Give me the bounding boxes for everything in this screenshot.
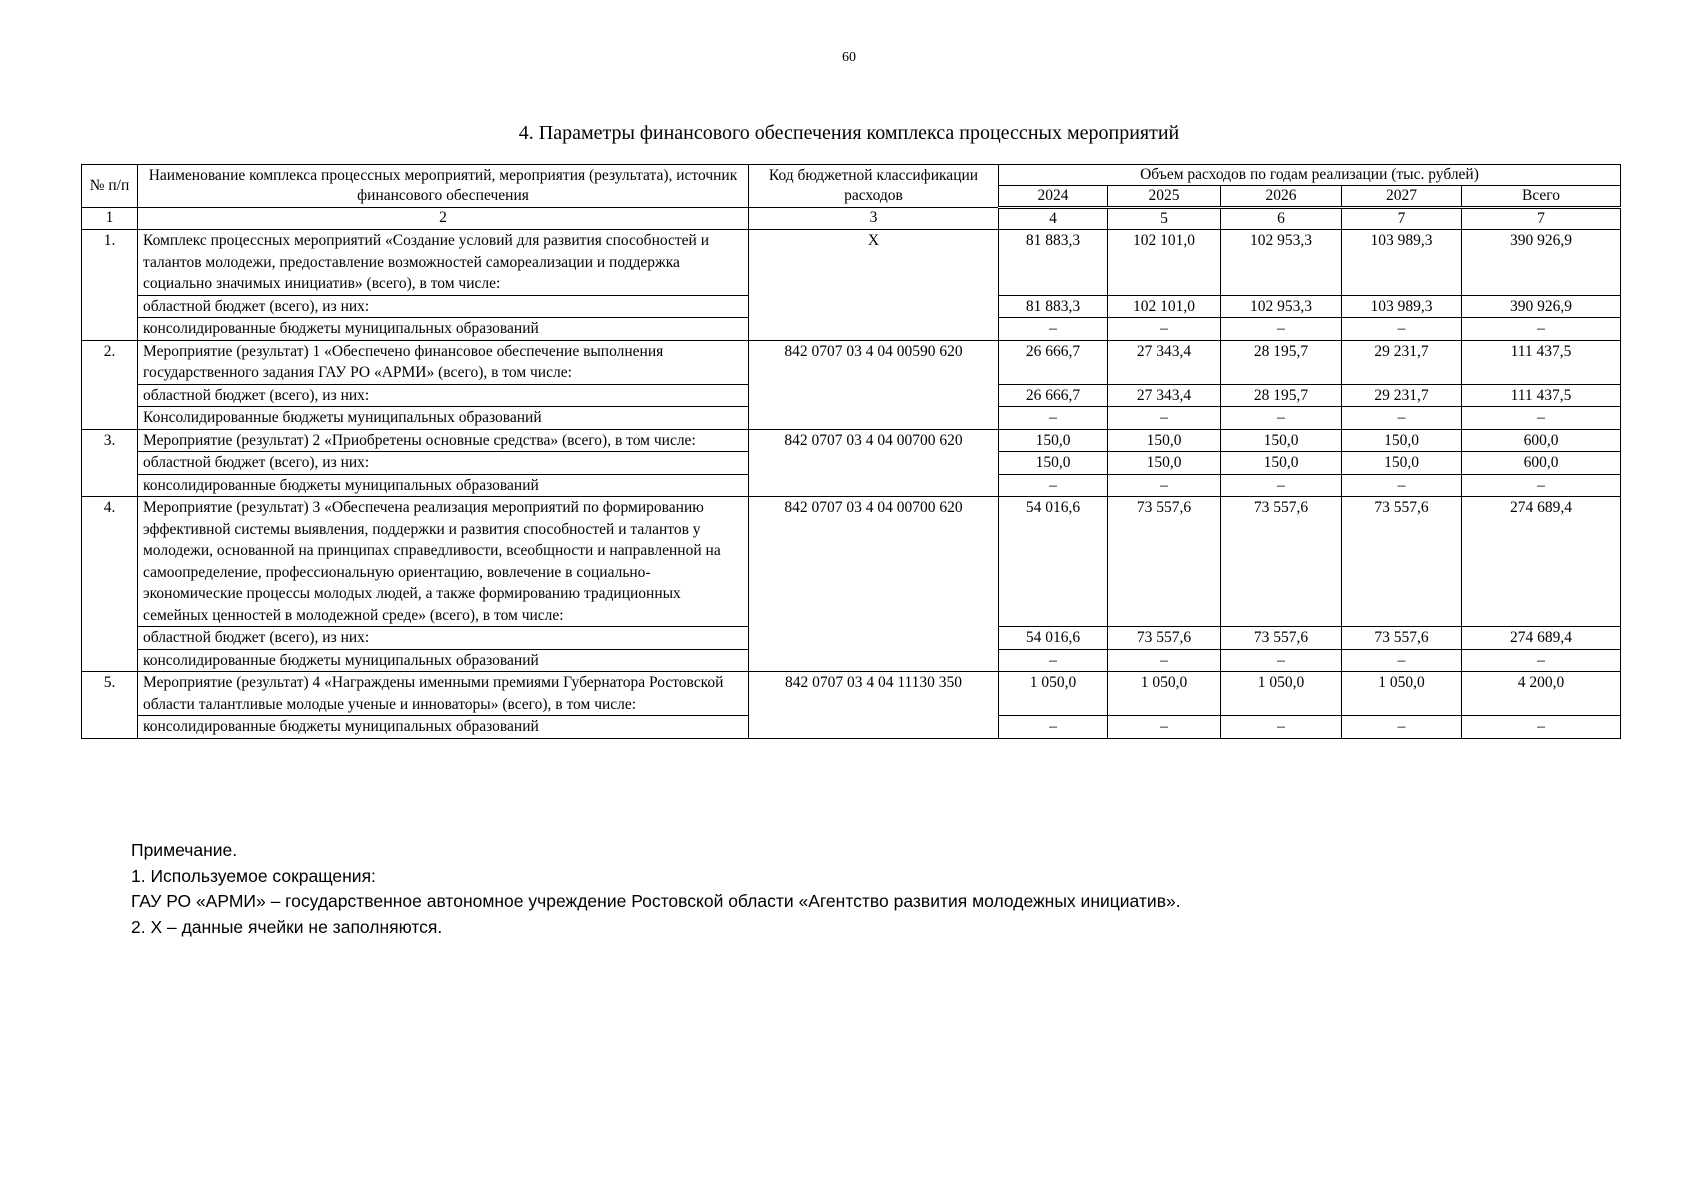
year-value: –	[1342, 716, 1462, 739]
total-value: 111 437,5	[1462, 340, 1621, 384]
year-value: 29 231,7	[1342, 340, 1462, 384]
total-value: 390 926,9	[1462, 230, 1621, 296]
column-number: 5	[1108, 208, 1221, 230]
total-value: –	[1462, 474, 1621, 497]
year-value: 73 557,6	[1342, 627, 1462, 650]
budget-code: 842 0707 03 4 04 00590 620	[749, 340, 999, 429]
column-number: 6	[1221, 208, 1342, 230]
column-number: 3	[749, 208, 999, 230]
year-value: 150,0	[999, 452, 1108, 475]
header-row-1	[82, 165, 1621, 186]
year-value: –	[1221, 716, 1342, 739]
col-header-year: 2024	[999, 186, 1108, 208]
total-value: 600,0	[1462, 452, 1621, 475]
year-value: 28 195,7	[1221, 340, 1342, 384]
item-name: областной бюджет (всего), из них:	[138, 295, 749, 318]
year-value: 103 989,3	[1342, 295, 1462, 318]
col-header-year: 2025	[1108, 186, 1221, 208]
budget-code: 842 0707 03 4 04 00700 620	[749, 429, 999, 497]
year-value: 150,0	[1342, 429, 1462, 452]
year-value: –	[1221, 474, 1342, 497]
year-value: 73 557,6	[1221, 497, 1342, 627]
year-value: 73 557,6	[1221, 627, 1342, 650]
col-header-code: Код бюджетной классификации расходов	[749, 165, 999, 208]
total-value: 274 689,4	[1462, 497, 1621, 627]
row-number: 4.	[82, 497, 138, 672]
year-value: 29 231,7	[1342, 384, 1462, 407]
year-value: 102 101,0	[1108, 295, 1221, 318]
year-value: –	[1108, 716, 1221, 739]
year-value: 81 883,3	[999, 230, 1108, 296]
year-value: 150,0	[1108, 452, 1221, 475]
page-number: 60	[842, 50, 856, 65]
year-value: –	[1221, 407, 1342, 430]
col-header-year: 2026	[1221, 186, 1342, 208]
year-value: –	[1342, 318, 1462, 341]
year-value: 103 989,3	[1342, 230, 1462, 296]
year-value: 1 050,0	[999, 672, 1108, 716]
year-value: –	[1108, 649, 1221, 672]
item-name: консолидированные бюджеты муниципальных образований	[138, 318, 749, 341]
budget-code: X	[749, 230, 999, 341]
document-title: 4. Параметры финансового обеспечения комплекса процессных мероприятий	[518, 122, 1180, 144]
total-value: 274 689,4	[1462, 627, 1621, 650]
year-value: 102 953,3	[1221, 295, 1342, 318]
total-value: 600,0	[1462, 429, 1621, 452]
year-value: 150,0	[1108, 429, 1221, 452]
row-number: 3.	[82, 429, 138, 497]
year-value: 73 557,6	[1108, 627, 1221, 650]
year-value: –	[1342, 474, 1462, 497]
table-row-main	[82, 340, 1621, 384]
year-value: –	[999, 716, 1108, 739]
year-value: –	[1108, 318, 1221, 341]
total-value: –	[1462, 649, 1621, 672]
year-value: 150,0	[999, 429, 1108, 452]
row-number: 5.	[82, 672, 138, 739]
year-value: 1 050,0	[1108, 672, 1221, 716]
row-number: 2.	[82, 340, 138, 429]
year-value: 27 343,4	[1108, 340, 1221, 384]
year-value: –	[999, 407, 1108, 430]
year-value: –	[1108, 407, 1221, 430]
total-value: –	[1462, 318, 1621, 341]
year-value: 54 016,6	[999, 627, 1108, 650]
column-number: 2	[138, 208, 749, 230]
item-name: Мероприятие (результат) 1 «Обеспечено финансовое обеспечение выполнения государственного задания ГАУ РО «АРМИ» (всего), в том числе:	[138, 340, 749, 384]
item-name: Мероприятие (результат) 4 «Награждены именными премиями Губернатора Ростовской области талантливые молодые ученые и инноваторы» (всего), в том числе:	[138, 672, 749, 716]
column-number: 4	[999, 208, 1108, 230]
year-value: 26 666,7	[999, 340, 1108, 384]
budget-code: 842 0707 03 4 04 00700 620	[749, 497, 999, 672]
year-value: 54 016,6	[999, 497, 1108, 627]
column-number: 7	[1342, 208, 1462, 230]
total-value: 390 926,9	[1462, 295, 1621, 318]
item-name: областной бюджет (всего), из них:	[138, 627, 749, 650]
total-value: 4 200,0	[1462, 672, 1621, 716]
table-row-main	[82, 230, 1621, 296]
year-value: –	[999, 318, 1108, 341]
year-value: 27 343,4	[1108, 384, 1221, 407]
year-value: 102 953,3	[1221, 230, 1342, 296]
item-name: Мероприятие (результат) 2 «Приобретены основные средства» (всего), в том числе:	[138, 429, 749, 452]
column-number: 1	[82, 208, 138, 230]
note-line: 1. Используемое сокращения:	[131, 865, 376, 886]
total-value: –	[1462, 407, 1621, 430]
notes	[131, 838, 1611, 940]
year-value: –	[1342, 407, 1462, 430]
year-value: 1 050,0	[1221, 672, 1342, 716]
item-name: консолидированные бюджеты муниципальных образований	[138, 716, 749, 739]
col-header-total: Всего	[1462, 186, 1621, 208]
year-value: 73 557,6	[1108, 497, 1221, 627]
year-value: 102 101,0	[1108, 230, 1221, 296]
col-header-volume: Объем расходов по годам реализации (тыс. рублей)	[999, 165, 1621, 186]
item-name: консолидированные бюджеты муниципальных образований	[138, 649, 749, 672]
year-value: 150,0	[1342, 452, 1462, 475]
year-value: 150,0	[1221, 429, 1342, 452]
year-value: 28 195,7	[1221, 384, 1342, 407]
col-header-name: Наименование комплекса процессных мероприятий, мероприятия (результата), источник финансового обеспечения	[138, 165, 749, 208]
year-value: –	[999, 474, 1108, 497]
item-name: Комплекс процессных мероприятий «Создание условий для развития способностей и талантов молодежи, предоставление возможностей самореализации и поддержка социально значимых инициатив» (всего), в том числе:	[138, 230, 749, 296]
year-value: 150,0	[1221, 452, 1342, 475]
item-name: Консолидированные бюджеты муниципальных образований	[138, 407, 749, 430]
table-row-main	[82, 497, 1621, 627]
item-name: областной бюджет (всего), из них:	[138, 452, 749, 475]
note-line: ГАУ РО «АРМИ» – государственное автономное учреждение Ростовской области «Агентство развития молодежных инициатив».	[131, 891, 1181, 911]
table-row-main	[82, 429, 1621, 452]
year-value: –	[1342, 649, 1462, 672]
year-value: 1 050,0	[1342, 672, 1462, 716]
item-name: областной бюджет (всего), из них:	[138, 384, 749, 407]
row-number: 1.	[82, 230, 138, 341]
year-value: 26 666,7	[999, 384, 1108, 407]
financing-table	[81, 164, 1621, 739]
total-value: –	[1462, 716, 1621, 739]
total-value: 111 437,5	[1462, 384, 1621, 407]
year-value: 73 557,6	[1342, 497, 1462, 627]
item-name: консолидированные бюджеты муниципальных образований	[138, 474, 749, 497]
column-numbers-row	[82, 208, 1621, 230]
col-header-num: № п/п	[82, 165, 138, 208]
item-name: Мероприятие (результат) 3 «Обеспечена реализация мероприятий по формированию эффективной системы выявления, поддержки и развития способностей и талантов у молодежи, основанной на принципах справедливости, всеобщности и направленной на самоопределение, профессиональную ориентацию, вовлечение в социально-экономические процессы молодых людей, а также формированию традиционных семейных ценностей в молодежной среде» (всего), в том числе:	[138, 497, 749, 627]
col-header-year: 2027	[1342, 186, 1462, 208]
budget-code: 842 0707 03 4 04 11130 350	[749, 672, 999, 739]
note-heading: Примечание.	[131, 840, 238, 860]
year-value: –	[1108, 474, 1221, 497]
year-value: –	[1221, 318, 1342, 341]
note-line: 2. Х – данные ячейки не заполняются.	[131, 916, 443, 937]
year-value: –	[999, 649, 1108, 672]
year-value: –	[1221, 649, 1342, 672]
column-number: 7	[1462, 208, 1621, 230]
table-row-main	[82, 672, 1621, 716]
year-value: 81 883,3	[999, 295, 1108, 318]
